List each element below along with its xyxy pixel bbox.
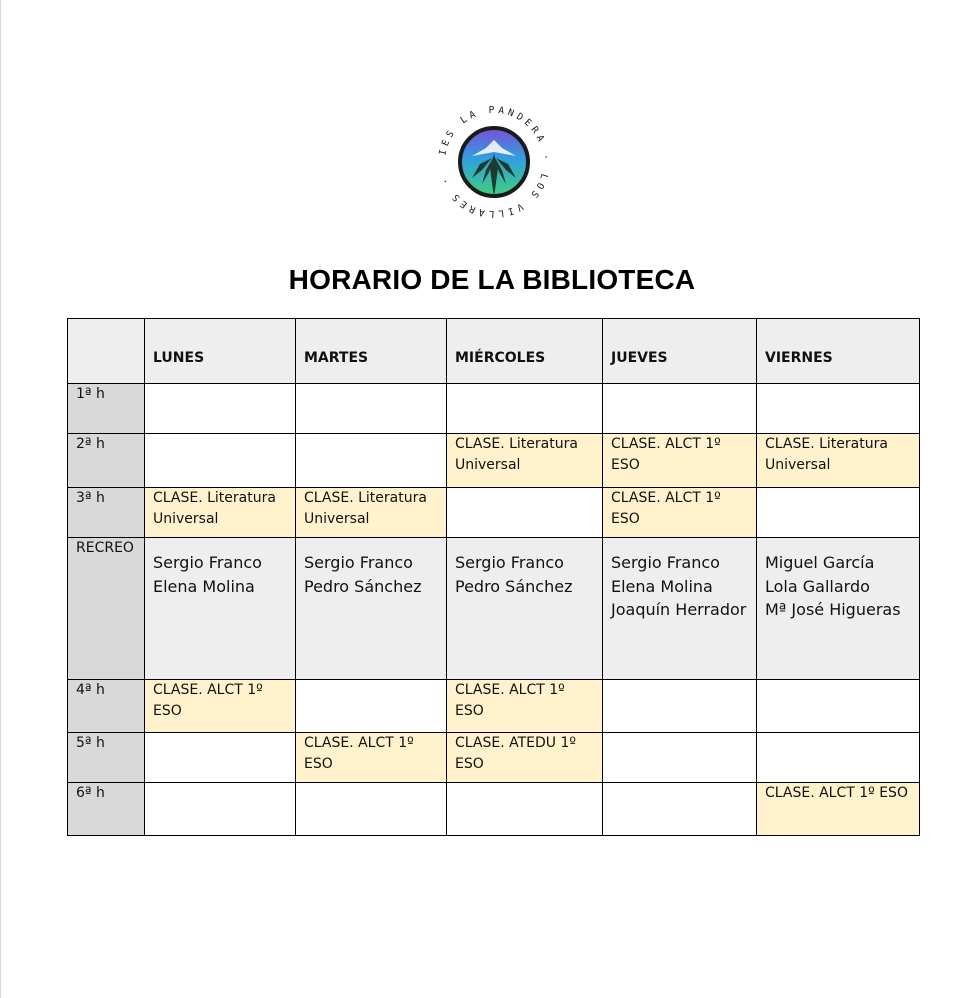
staff-name: Pedro Sánchez [304,576,422,596]
period-label: 5ª h [68,733,145,783]
table-row [68,680,920,733]
schedule-cell-class: CLASE. ATEDU 1º ESO [447,733,603,783]
staff-name: Sergio Franco [304,553,413,572]
table-row [68,733,920,783]
staff-name: Sergio Franco [611,553,720,572]
schedule-cell-class: CLASE. ALCT 1º ESO [296,733,447,783]
corner-cell [68,319,145,384]
staff-name: Pedro Sánchez [455,576,573,596]
schedule-cell [145,783,296,836]
recreo-row [68,538,920,680]
schedule-cell-class: CLASE. ALCT 1º ESO [757,783,920,836]
schedule-cell [757,384,920,434]
schedule-cell-class: CLASE. ALCT 1º ESO [603,488,757,538]
schedule-cell [603,384,757,434]
staff-name: Elena Molina [611,576,713,596]
schedule-cell [757,733,920,783]
logo-ring-text: IES LA PANDERA · LOS VILLARES · [437,104,552,220]
schedule-cell-class: CLASE. Literatura Universal [447,434,603,488]
staff-name: Elena Molina [153,576,255,596]
staff-name: Sergio Franco [455,553,564,572]
schedule-cell [603,783,757,836]
period-label: RECREO [68,538,145,680]
schedule-cell [447,488,603,538]
schedule-cell [296,680,447,733]
table-header-row [68,319,920,384]
schedule-cell-class: CLASE. Literatura Universal [757,434,920,488]
schedule-cell [447,783,603,836]
recreo-cell [757,538,920,680]
staff-name: Miguel García [765,553,875,572]
schedule-cell [603,733,757,783]
schedule-cell-class: CLASE. ALCT 1º ESO [447,680,603,733]
staff-name: Joaquín Herrador [611,600,747,619]
schedule-cell [603,680,757,733]
table-row [68,488,920,538]
schedule-cell-class: CLASE. Literatura Universal [145,488,296,538]
period-label: 4ª h [68,680,145,733]
recreo-cell [145,538,296,680]
day-header: VIERNES [757,319,920,384]
schedule-cell [296,384,447,434]
staff-name: Sergio Franco [153,553,262,572]
period-label: 6ª h [68,783,145,836]
recreo-cell [603,538,757,680]
recreo-cell [296,538,447,680]
schedule-cell [296,434,447,488]
day-header: MIÉRCOLES [447,319,603,384]
day-header: LUNES [145,319,296,384]
schedule-cell [296,783,447,836]
school-logo [436,104,552,220]
period-label: 3ª h [68,488,145,538]
period-label: 1ª h [68,384,145,434]
recreo-cell [447,538,603,680]
day-header: MARTES [296,319,447,384]
library-schedule-table [67,318,920,836]
schedule-cell-class: CLASE. Literatura Universal [296,488,447,538]
period-label: 2ª h [68,434,145,488]
day-header: JUEVES [603,319,757,384]
table-row [68,434,920,488]
staff-name: Lola Gallardo [765,576,870,596]
staff-name: Mª José Higueras [765,600,901,619]
schedule-cell-class: CLASE. ALCT 1º ESO [603,434,757,488]
schedule-cell [757,680,920,733]
page-edge [0,0,1,998]
schedule-cell [145,384,296,434]
schedule-cell-class: CLASE. ALCT 1º ESO [145,680,296,733]
table-row [68,384,920,434]
page-title: HORARIO DE LA BIBLIOTECA [288,264,696,295]
schedule-cell [145,434,296,488]
schedule-cell [447,384,603,434]
schedule-cell [145,733,296,783]
table-row [68,783,920,836]
schedule-cell [757,488,920,538]
